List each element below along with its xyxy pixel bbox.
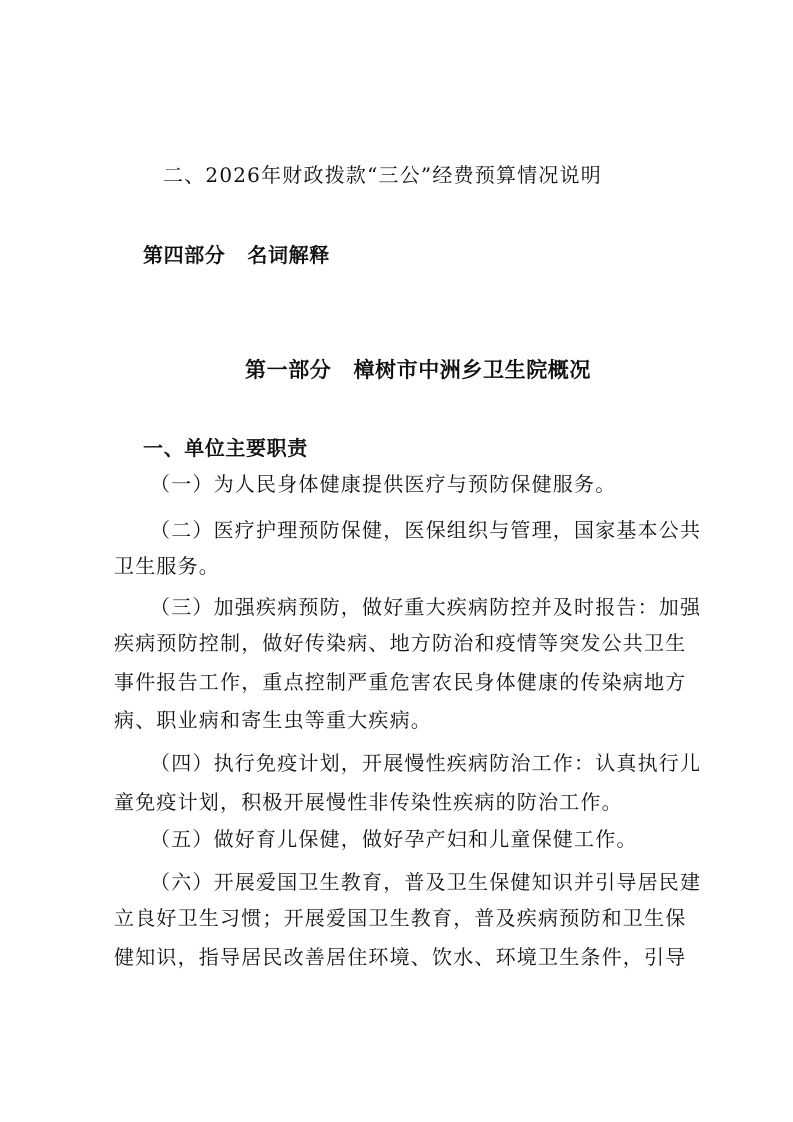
duty-line: （二）医疗护理预防保健，医保组织与管理，国家基本公共: [150, 518, 702, 542]
toc-part-four-title: 名词解释: [247, 243, 330, 267]
part-one-heading: [245, 357, 591, 383]
toc-item-two: 二、2026年财政拨款“三公”经费预算情况说明: [163, 163, 602, 187]
toc-part-four-label: 第四部分: [143, 243, 226, 267]
part-one-label: 第一部分: [245, 358, 332, 382]
duty-line: （三）加强疾病预防，做好重大疾病防控并及时报告：加强: [150, 595, 702, 619]
toc-part-four: [143, 242, 330, 268]
duty-line: 事件报告工作，重点控制严重危害农民身体健康的传染病地方: [114, 670, 687, 694]
part-one-title: 樟树市中洲乡卫生院概况: [353, 358, 592, 382]
section-heading: 一、单位主要职责: [143, 436, 308, 460]
duty-line: （一）为人民身体健康提供医疗与预防保健服务。: [150, 472, 617, 496]
duty-line: 病、职业病和寄生虫等重大疾病。: [114, 708, 432, 732]
duty-line: 疾病预防控制，做好传染病、地方防治和疫情等突发公共卫生: [114, 631, 687, 655]
duty-line: 童免疫计划，积极开展慢性非传染性疾病的防治工作。: [114, 790, 623, 814]
duty-line: 卫生服务。: [114, 554, 220, 578]
duty-line: （四）执行免疫计划，开展慢性疾病防治工作：认真执行儿: [150, 751, 702, 775]
duty-line: 立良好卫生习惯；开展爱国卫生教育，普及疾病预防和卫生保: [114, 906, 687, 930]
duty-line: （六）开展爱国卫生教育，普及卫生保健知识并引导居民建: [150, 870, 702, 894]
duty-line: （五）做好育儿保健，做好孕产妇和儿童保健工作。: [150, 827, 638, 851]
duty-line: 健知识，指导居民改善居住环境、饮水、环境卫生条件，引导: [114, 945, 687, 969]
